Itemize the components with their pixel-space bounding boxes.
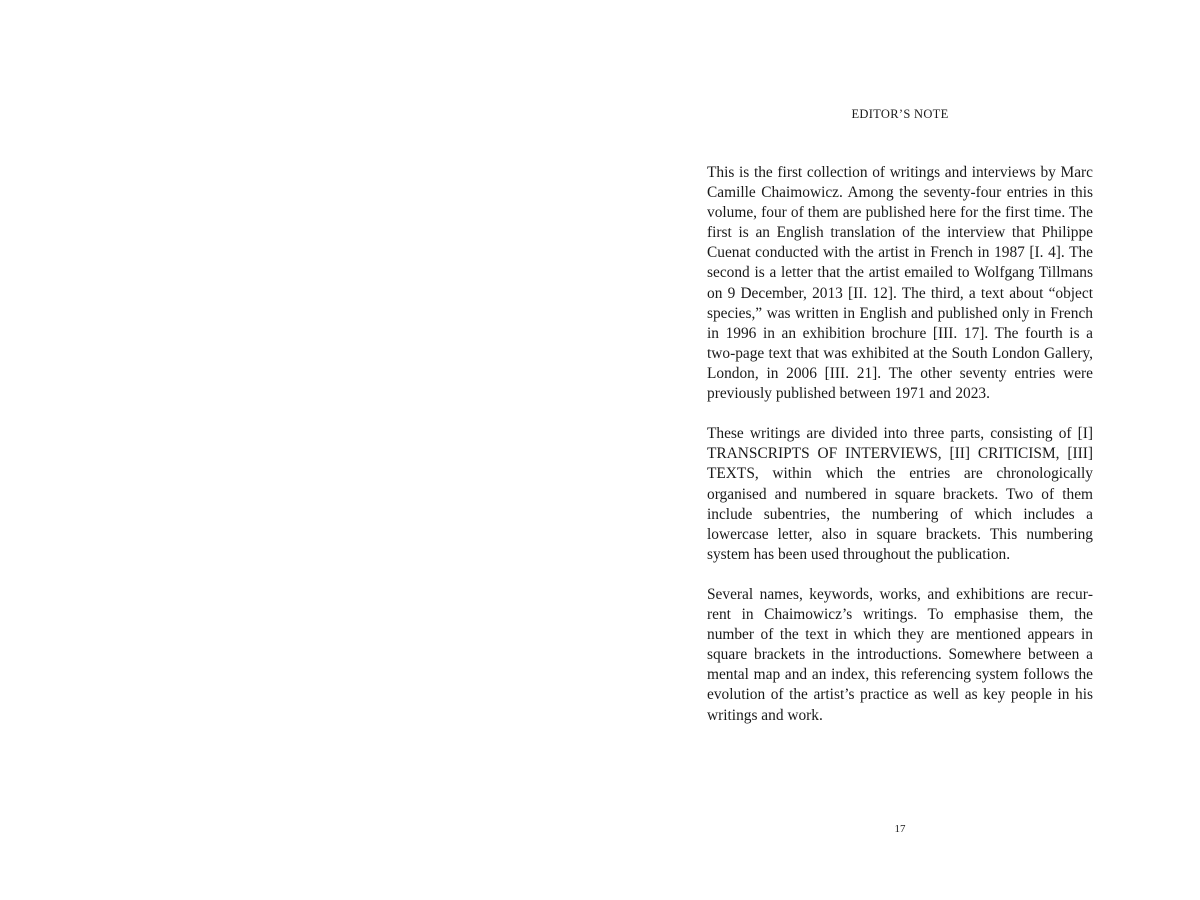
paragraph-3: Several names, keywords, works, and exhibitions are recurrent in Chaimowicz’s writings. To emphasise them, the number of the text in which they are mentioned appears in square brackets in the introductions. Somewhere between a mental map and an index, this referencing system follows the evolution of the artist’s practice as well as key people in his writings and work. bbox=[707, 585, 1093, 724]
paragraph-1: This is the first collection of writings and interviews by Marc Camille Chaimowicz. Among the seventy-four entries in this volume, four of them are published here for the first time. The first is an English translation of the interview that Philippe Cuenat conducted with the artist in French in 1987 [I. 4]. The second is a letter that the artist emailed to Wolfgang Tillmans on 9 December, 2013 [II. 12]. The third, a text about “object species,” was written in English and published only in French in 1996 in an exhibition brochure [III. 17]. The fourth is a two-page text that was exhibited at the South London Gallery, London, in 2006 [III. 21]. The other seventy entries were previously published between 1971 and 2023. bbox=[707, 164, 1093, 403]
running-head: EDITOR’S NOTE bbox=[851, 107, 949, 121]
editors-note-body bbox=[707, 163, 1093, 746]
right-page bbox=[600, 0, 1200, 900]
paragraph-2: These writings are divided into three parts, consisting of [I] TRANSCRIPTS OF INTERVIEWS, [II] CRITICISM, [III] TEXTS, within which the entries are chronologically organised and numbered in square brackets. Two of them include subentries, the numbering of which includes a lowercase letter, also in square brackets. This numbering system has been used throughout the publication. bbox=[707, 425, 1093, 563]
page-number: 17 bbox=[894, 823, 906, 835]
